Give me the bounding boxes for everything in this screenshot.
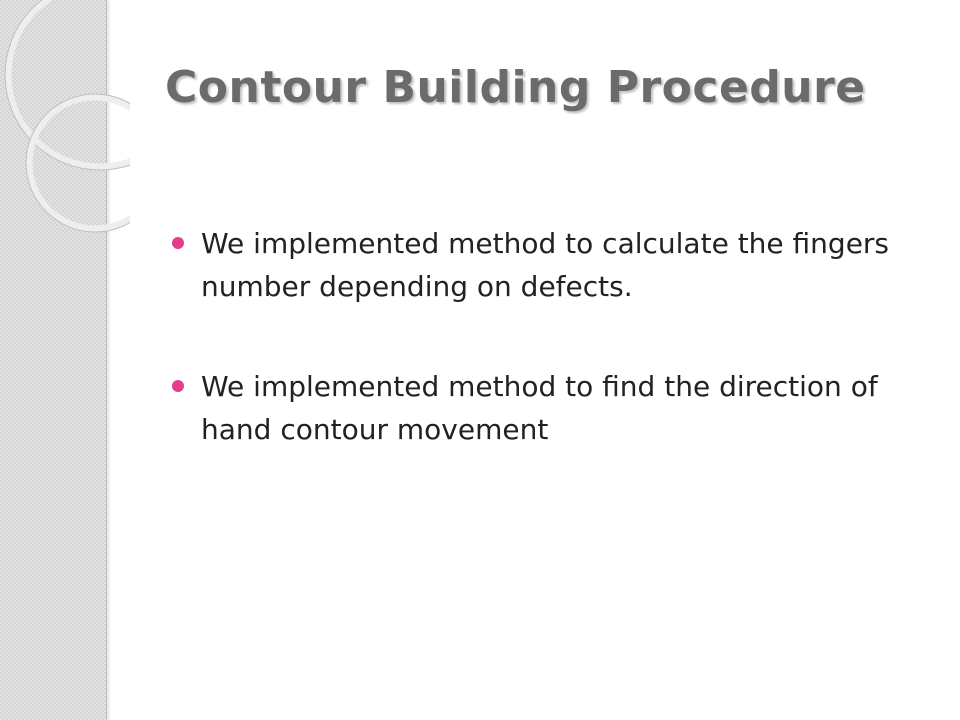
bullet-marker-icon xyxy=(172,237,184,249)
bullet-list xyxy=(172,222,932,508)
decorative-ring-top xyxy=(8,0,130,167)
bullet-text: We implemented method to find the direction of hand contour movement xyxy=(201,370,878,446)
bullet-marker-icon xyxy=(172,380,184,392)
bullet-item xyxy=(172,222,932,308)
bullet-text: We implemented method to calculate the fingers number depending on defects. xyxy=(201,227,890,303)
slide-title: Contour Building Procedure xyxy=(165,62,866,113)
decorative-circles xyxy=(0,0,130,240)
bullet-item xyxy=(172,365,932,451)
